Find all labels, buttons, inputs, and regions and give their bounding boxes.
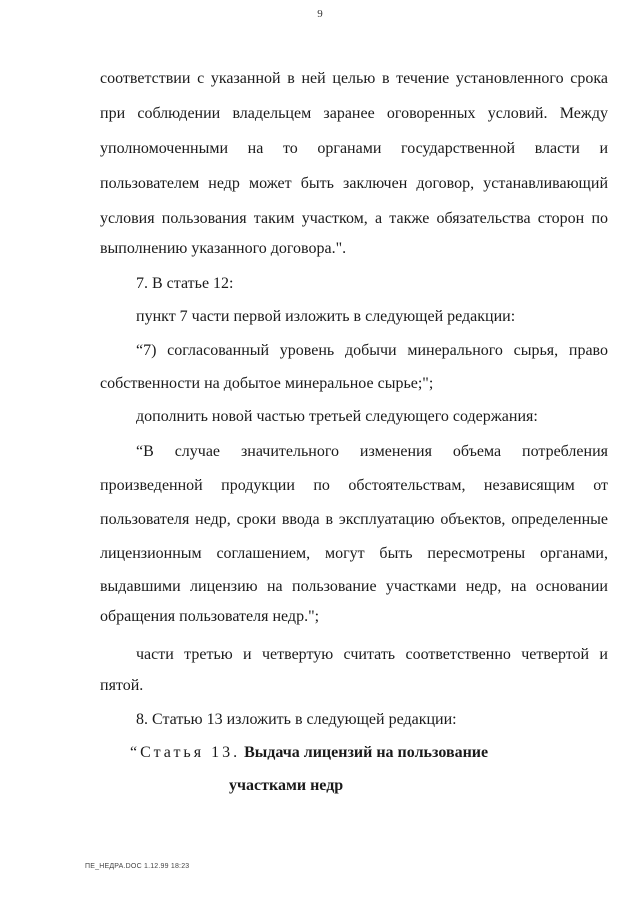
article-13-title: Выдача лицензий на пользование: [244, 744, 489, 761]
paragraph-line: условия пользования таким участком, а также обязательства сторон по: [100, 210, 608, 227]
document-footer: ПЕ_НЕДРА.DOC 1.12.99 18:23: [85, 863, 190, 870]
add-part-instruction: дополнить новой частью третьей следующего содержания:: [136, 408, 538, 425]
quote-line: пользователя недр, сроки ввода в эксплуатацию объектов, определенные: [100, 511, 608, 528]
item-7-instruction: пункт 7 части первой изложить в следующей редакции:: [136, 308, 516, 325]
quote-line: выдавшими лицензию на пользование участками недр, на основании: [100, 578, 608, 595]
article-13-title-continued: участками недр: [229, 777, 344, 794]
quote-line: “В случае значительного изменения объема потребления: [136, 443, 608, 460]
page-number: 9: [317, 8, 323, 20]
renumber-line: части третью и четвертую считать соответственно четвертой и: [136, 646, 608, 663]
quote-line: произведенной продукции по обстоятельствам, независящим от: [100, 477, 608, 494]
quote-line: “7) согласованный уровень добычи минерального сырья, право: [136, 342, 608, 359]
renumber-line: пятой.: [100, 677, 144, 694]
quote-line: собственности на добытое минеральное сырье;";: [100, 375, 434, 392]
paragraph-line: пользователем недр может быть заключен договор, устанавливающий: [100, 175, 608, 192]
paragraph-line: выполнению указанного договора.".: [100, 240, 347, 257]
quote-line: лицензионным соглашением, могут быть пересмотрены органами,: [100, 545, 608, 562]
item-7-heading: 7. В статье 12:: [136, 275, 234, 292]
item-8-heading: 8. Статью 13 изложить в следующей редакции:: [136, 711, 457, 728]
quote-line: обращения пользователя недр.";: [100, 608, 320, 625]
article-13-heading: [130, 742, 488, 764]
paragraph-line: уполномоченными на то органами государственной власти и: [100, 140, 608, 157]
paragraph-line: при соблюдении владельцем заранее оговоренных условий. Между: [100, 105, 608, 122]
paragraph-line: соответствии с указанной в ней целью в течение установленного срока: [100, 70, 608, 87]
article-13-prefix: “Статья 13.: [130, 744, 241, 761]
